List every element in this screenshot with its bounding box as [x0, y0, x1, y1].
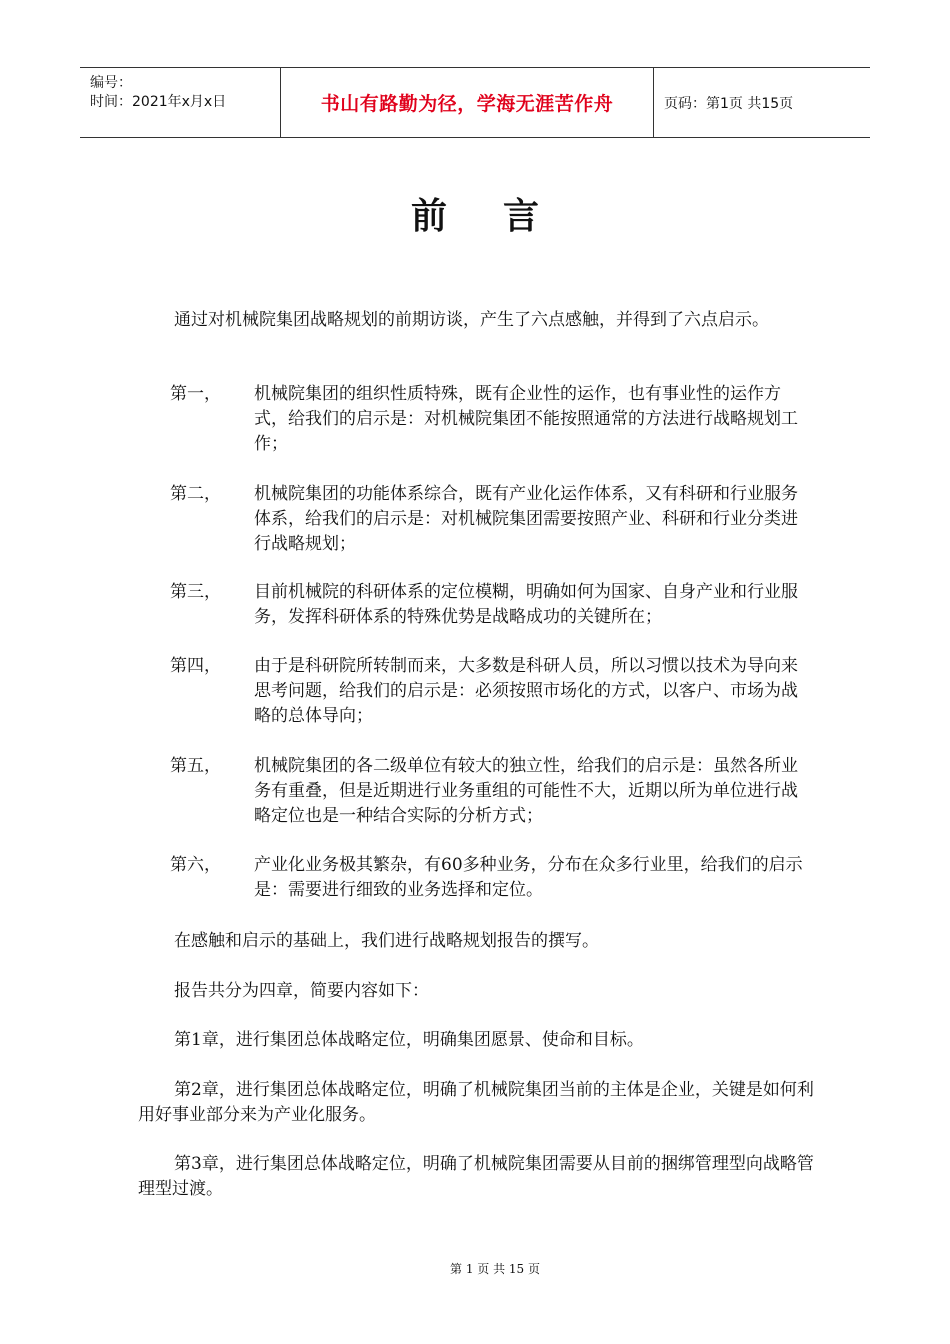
- item-text: 机械院集团的组织性质特殊，既有企业性的运作，也有事业性的运作方式，给我们的启示是：对机械院集团不能按照通常的方法进行战略规划工作；: [254, 384, 798, 454]
- motto: 书山有路勤为径，学海无涯苦作舟: [320, 93, 614, 115]
- item-number: 第四，: [170, 656, 221, 676]
- list-item: [170, 580, 820, 630]
- page-title: 前言: [410, 196, 595, 237]
- item-text: 由于是科研院所转制而来，大多数是科研人员，所以习惯以技术为导向来思考问题，给我们的启示是：必须按照市场化的方式，以客户、市场为战略的总体导向；: [254, 656, 798, 726]
- item-number: 第二，: [170, 484, 221, 504]
- item-text: 目前机械院的科研体系的定位模糊，明确如何为国家、自身产业和行业服务，发挥科研体系的特殊优势是战略成功的关键所在；: [254, 582, 798, 627]
- item-text: 产业化业务极其繁杂，有60多种业务，分布在众多行业里，给我们的启示是：需要进行细致的业务选择和定位。: [254, 855, 803, 900]
- list-item: [170, 853, 820, 903]
- item-text: 机械院集团的各二级单位有较大的独立性，给我们的启示是：虽然各所业务有重叠，但是近期进行业务重组的可能性不大，近期以所为单位进行战略定位也是一种结合实际的分析方式；: [254, 756, 798, 826]
- list-item: [170, 382, 820, 457]
- chapter-paragraph: 第1章，进行集团总体战略定位，明确集团愿景、使命和目标。: [174, 1030, 644, 1050]
- chapter-paragraph: 第2章，进行集团总体战略定位，明确了机械院集团当前的主体是企业，关键是如何利用好事业部分来为产业化服务。: [138, 1080, 814, 1125]
- page-label: 页码：第1页 共15页: [664, 95, 794, 112]
- item-number: 第一，: [170, 384, 221, 404]
- number-label: 编号：: [90, 75, 132, 91]
- intro-paragraph: 通过对机械院集团战略规划的前期访谈，产生了六点感触，并得到了六点启示。: [174, 310, 769, 330]
- header-meta-cell: [80, 68, 281, 137]
- chapter-paragraph: 第3章，进行集团总体战略定位，明确了机械院集团需要从目前的捆绑管理型向战略管理型过渡。: [138, 1154, 814, 1199]
- summary-paragraph: 报告共分为四章，简要内容如下：: [174, 981, 429, 1001]
- item-number: 第五，: [170, 756, 221, 776]
- page-header: [80, 67, 870, 138]
- item-number: 第六，: [170, 855, 221, 875]
- time-label: 时间：2021年x月x日: [90, 94, 227, 110]
- basis-paragraph: 在感触和启示的基础上，我们进行战略规划报告的撰写。: [174, 931, 599, 951]
- item-text: 机械院集团的功能体系综合，既有产业化运作体系，又有科研和行业服务体系，给我们的启示是：对机械院集团需要按照产业、科研和行业分类进行战略规划；: [254, 484, 798, 554]
- list-item: [170, 754, 820, 829]
- list-item: [170, 482, 820, 557]
- header-motto-cell: [281, 68, 654, 137]
- header-page-cell: [654, 68, 870, 137]
- list-item: [170, 654, 820, 729]
- page-footer: 第 1 页 共 15 页: [450, 1262, 540, 1276]
- item-number: 第三，: [170, 582, 221, 602]
